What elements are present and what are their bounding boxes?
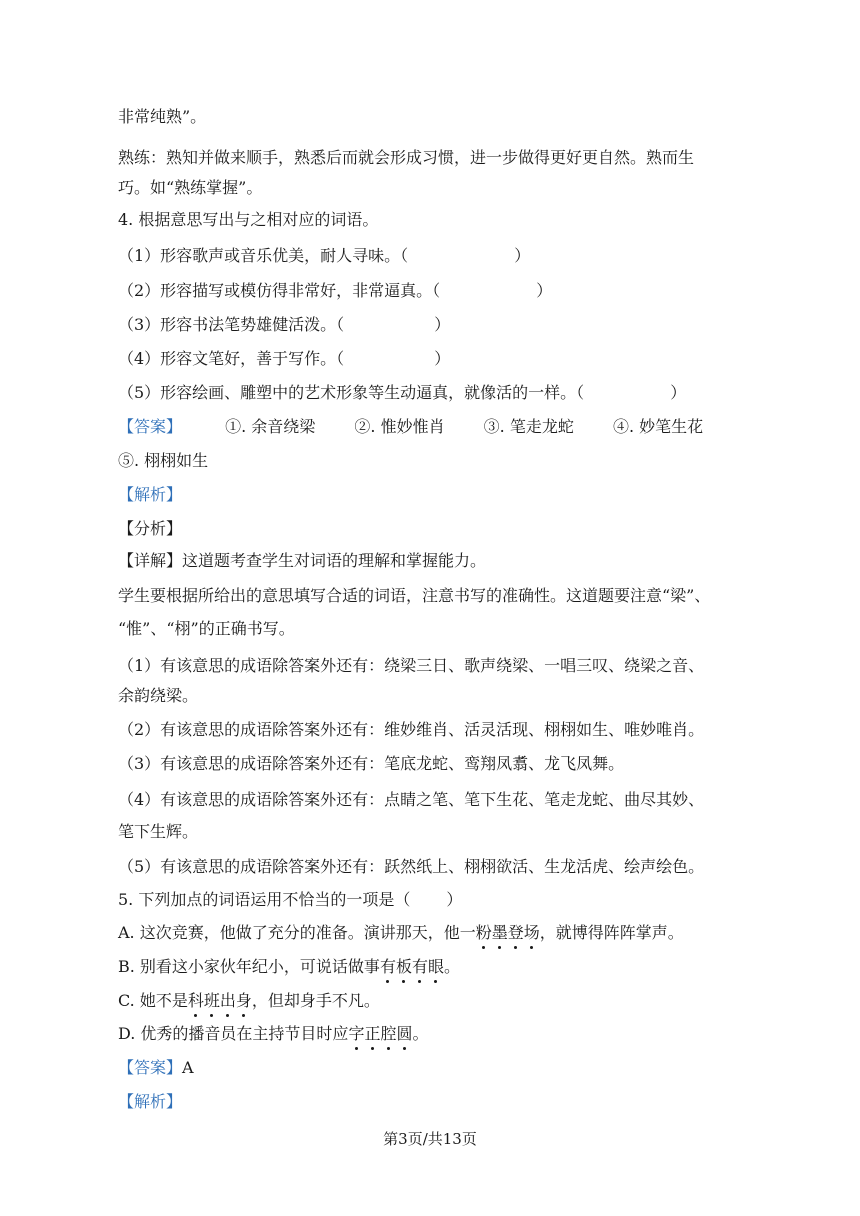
text-line: 熟练：熟知并做来顺手，熟悉后而就会形成习惯，进一步做得更好更自然。熟而生 xyxy=(118,148,695,167)
dotted-char: 登 xyxy=(507,923,524,942)
answer-tag: 【答案】 xyxy=(118,1058,183,1077)
option-text: A. 这次竞赛，他做了充分的准备。演讲那天，他一 xyxy=(118,923,476,942)
option-text: C. 她不是 xyxy=(118,991,188,1010)
detail-tag: 【详解】 xyxy=(118,551,183,570)
dotted-char: 眼 xyxy=(427,957,444,976)
text-line: 非常纯熟”。 xyxy=(118,107,207,126)
detail-line xyxy=(118,551,486,571)
detail-text: 这道题考查学生对词语的理解和掌握能力。 xyxy=(182,551,487,570)
question-4-item-4 xyxy=(118,349,450,369)
question-4-item-5 xyxy=(118,383,686,403)
option-c xyxy=(118,991,380,1011)
dotted-char: 有 xyxy=(379,957,396,976)
answer-item: ⑤. 栩栩如生 xyxy=(118,451,209,470)
item-text: （2）形容描写或模仿得非常好，非常逼真。（ xyxy=(118,281,441,300)
analysis-tag: 【解析】 xyxy=(118,485,183,504)
question-4-item-3 xyxy=(118,315,450,335)
question-text: 5. 下列加点的词语运用不恰当的一项是（ xyxy=(118,890,411,909)
text-line: （2）有该意思的成语除答案外还有：维妙维肖、活灵活现、栩栩如生、唯妙唯肖。 xyxy=(118,720,705,739)
item-text: （4）形容文笔好，善于写作。（ xyxy=(118,349,345,368)
text-line: 笔下生辉。 xyxy=(118,822,199,841)
item-close: ） xyxy=(670,383,687,402)
dotted-char: 腔 xyxy=(380,1024,397,1043)
item-text: （3）形容书法笔势雄健活泼。（ xyxy=(118,315,345,334)
option-text: ，就博得阵阵掌声。 xyxy=(539,923,684,942)
dotted-char: 有 xyxy=(411,957,428,976)
answer-value: A xyxy=(182,1058,194,1077)
question-4-item-1 xyxy=(118,246,530,266)
question-close: ） xyxy=(446,890,463,909)
item-close: ） xyxy=(536,281,553,300)
question-5-title xyxy=(118,890,462,910)
answer-line-4 xyxy=(118,417,703,437)
dotted-char: 科 xyxy=(187,991,204,1010)
item-text: （1）形容歌声或音乐优美，耐人寻味。（ xyxy=(118,246,409,265)
dotted-char: 板 xyxy=(395,957,412,976)
item-close: ） xyxy=(514,246,531,265)
option-b xyxy=(118,957,460,977)
item-close: ） xyxy=(434,349,451,368)
question-4-title: 4. 根据意思写出与之相对应的词语。 xyxy=(118,210,379,229)
dotted-char: 墨 xyxy=(491,923,508,942)
text-line: （1）有该意思的成语除答案外还有：绕梁三日、歌声绕梁、一唱三叹、绕梁之音、 xyxy=(118,656,705,675)
answer-item: ①. 余音绕梁 xyxy=(225,417,316,436)
answer-item: ④. 妙笔生花 xyxy=(612,417,704,436)
option-a xyxy=(118,923,684,943)
text-line: 巧。如“熟练掌握”。 xyxy=(118,178,263,197)
option-text: D. 优秀的播音员在主持节目时应 xyxy=(118,1024,349,1043)
answer-tag: 【答案】 xyxy=(118,417,183,436)
dotted-char: 场 xyxy=(523,923,540,942)
option-d xyxy=(118,1024,429,1044)
page-footer: 第3页/共13页 xyxy=(383,1130,477,1148)
analysis-tag: 【解析】 xyxy=(118,1092,183,1111)
dotted-char: 粉 xyxy=(475,923,492,942)
text-line: “惟”、“栩”的正确书写。 xyxy=(118,619,295,638)
option-text: 。 xyxy=(412,1024,429,1043)
dotted-char: 圆 xyxy=(396,1024,413,1043)
text-line: （3）有该意思的成语除答案外还有：笔底龙蛇、鸾翔凤翥、龙飞凤舞。 xyxy=(118,754,625,773)
dotted-char: 字 xyxy=(348,1024,365,1043)
dotted-char: 正 xyxy=(364,1024,381,1043)
option-text: 。 xyxy=(444,957,461,976)
item-text: （5）形容绘画、雕塑中的艺术形象等生动逼真，就像活的一样。（ xyxy=(118,383,585,402)
dotted-char: 出 xyxy=(219,991,236,1010)
option-text: B. 别看这小家伙年纪小，可说话做事 xyxy=(118,957,380,976)
analysis-subtag: 【分析】 xyxy=(118,519,183,538)
text-line: 余韵绕梁。 xyxy=(118,686,199,705)
text-line: 学生要根据所给出的意思填写合适的词语，注意书写的准确性。这道题要注意“梁”、 xyxy=(118,586,711,605)
item-close: ） xyxy=(434,315,451,334)
text-line: （4）有该意思的成语除答案外还有：点睛之笔、笔下生花、笔走龙蛇、曲尽其妙、 xyxy=(118,790,705,809)
answer-line-5 xyxy=(118,1058,194,1078)
answer-item: ②. 惟妙惟肖 xyxy=(354,417,445,436)
dotted-char: 班 xyxy=(203,991,220,1010)
option-text: ，但却身手不凡。 xyxy=(251,991,380,1010)
dotted-char: 身 xyxy=(235,991,252,1010)
text-line: （5）有该意思的成语除答案外还有：跃然纸上、栩栩欲活、生龙活虎、绘声绘色。 xyxy=(118,857,705,876)
question-4-item-2 xyxy=(118,281,552,301)
answer-item: ③. 笔走龙蛇 xyxy=(483,417,574,436)
